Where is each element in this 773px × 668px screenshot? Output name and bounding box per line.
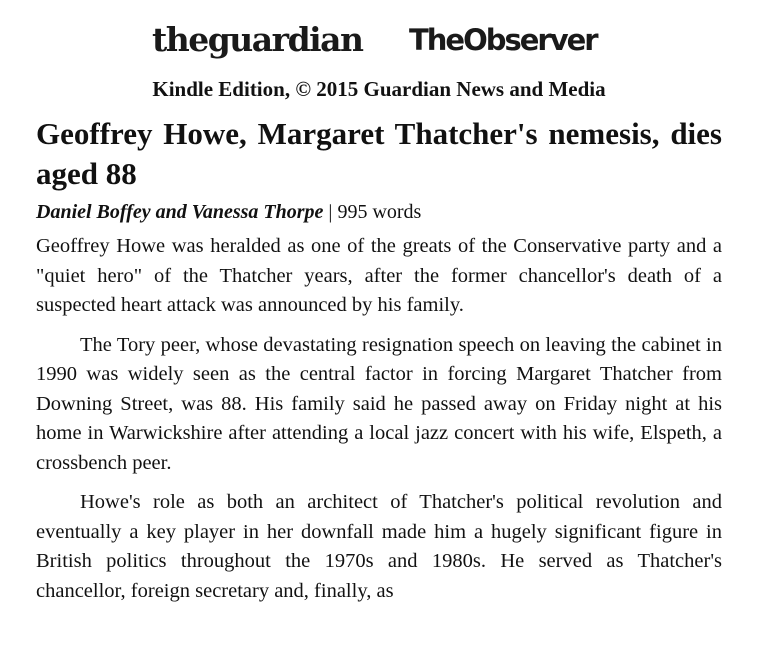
byline-separator: | — [323, 201, 338, 223]
article-body — [36, 232, 722, 616]
paragraph: Howe's role as both an architect of Thatcher's political revolution and eventually a key player in her downfall made him a hugely significant figure in British politics throughout the 1970s and 1980s. He served as Thatcher's chancellor, foreign secretary and, finally, as — [36, 491, 722, 602]
masthead — [36, 20, 722, 64]
observer-logo: TheObserver — [409, 23, 597, 57]
edition-line: Kindle Edition, © 2015 Guardian News and Media — [152, 77, 606, 101]
paragraph: Geoffrey Howe was heralded as one of the greats of the Conservative party and a "quiet hero" of the Thatcher years, after the former chancellor's death of a suspected heart attack was announced by his family. — [36, 235, 722, 316]
byline — [36, 198, 722, 226]
word-count: 995 words — [337, 201, 422, 223]
article-headline: Geoffrey Howe, Margaret Thatcher's nemesis, dies aged 88 — [36, 116, 722, 191]
paragraph: The Tory peer, whose devastating resignation speech on leaving the cabinet in 1990 was widely seen as the central factor in forcing Margaret Thatcher from Downing Street, was 88. His family said he passed away on Friday night at his home in Warwickshire after attending a local jazz concert with his wife, Elspeth, a crossbench peer. — [36, 333, 722, 474]
guardian-logo: theguardian — [152, 20, 363, 59]
byline-authors: Daniel Boffey and Vanessa Thorpe — [36, 201, 324, 223]
